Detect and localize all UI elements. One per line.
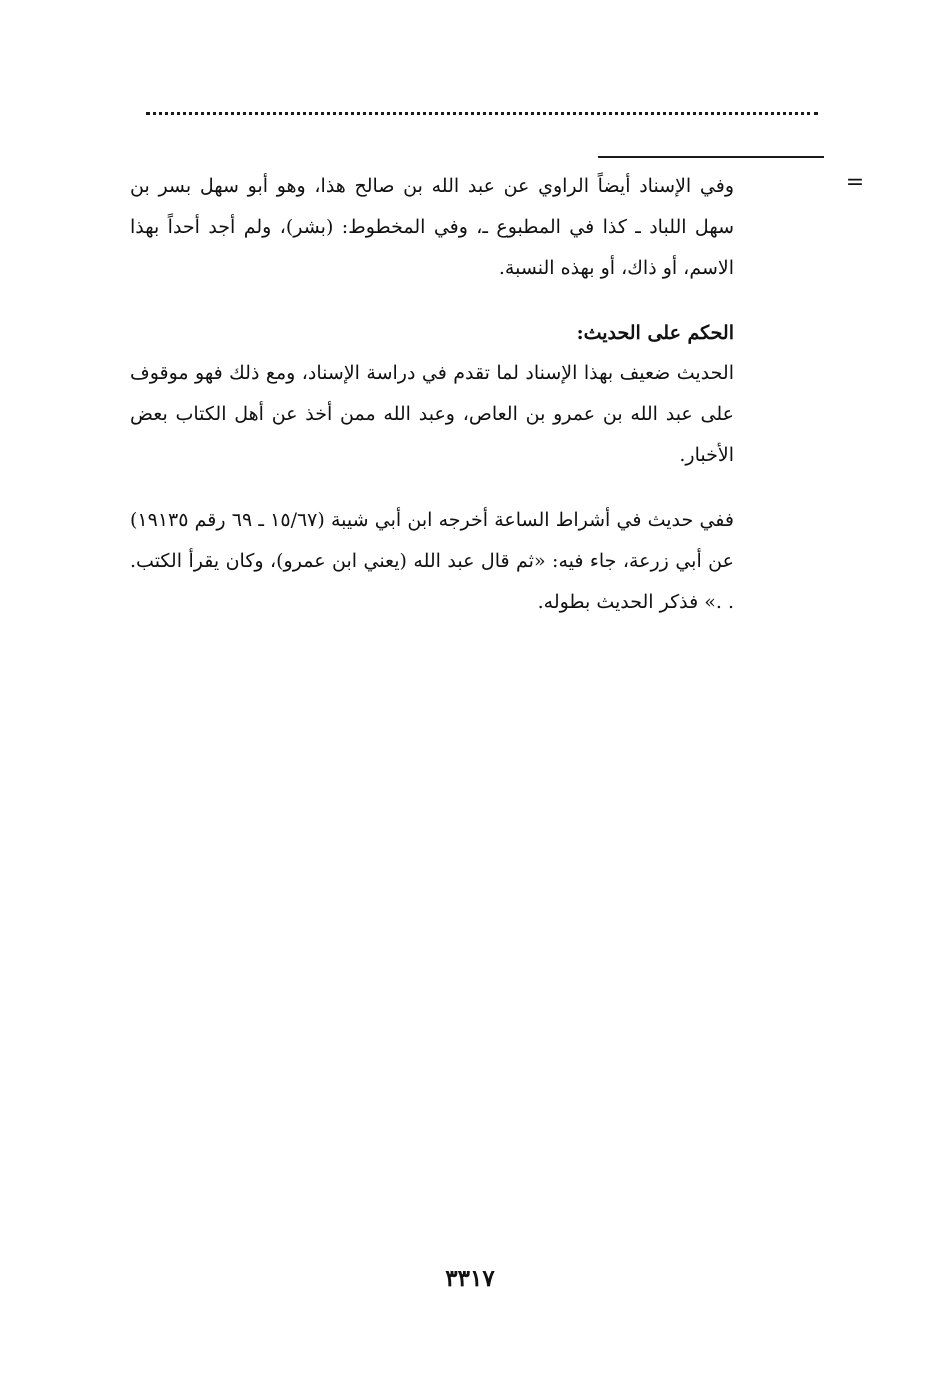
evidence-paragraph: ففي حديث في أشراط الساعة أخرجه ابن أبي شيبة (١٥/٦٧ ـ ٦٩ رقم ١٩١٣٥) عن أبي زرعة، جاء فيه: «ثم قال عبد الله (يعني ابن عمرو)، وكان يقرأ الكتب. . .» فذكر الحديث بطوله. <box>130 509 734 613</box>
page-number: ٣٣١٧ <box>445 1265 495 1292</box>
footnote-paragraph-isnad: وفي الإسناد أيضاً الراوي عن عبد الله بن صالح هذا، وهو أبو سهل بسر بن سهل اللباد ـ كذا في المطبوع ـ، وفي المخطوط: (بشر)، ولم أجد أحداً بهذا الاسم، أو ذاك، أو بهذه النسبة. <box>130 175 734 279</box>
footnote-body <box>130 166 734 647</box>
ruling-heading: الحكم على الحديث: <box>576 322 734 344</box>
ruling-paragraph: الحديث ضعيف بهذا الإسناد لما تقدم في دراسة الإسناد، ومع ذلك فهو موقوف على عبد الله بن عمرو بن العاص، وعبد الله ممن أخذ عن أهل الكتاب بعض الأخبار. <box>130 362 734 466</box>
footnote-rule <box>598 156 824 158</box>
continuation-mark: = <box>845 170 865 195</box>
dotted-separator <box>146 112 818 115</box>
